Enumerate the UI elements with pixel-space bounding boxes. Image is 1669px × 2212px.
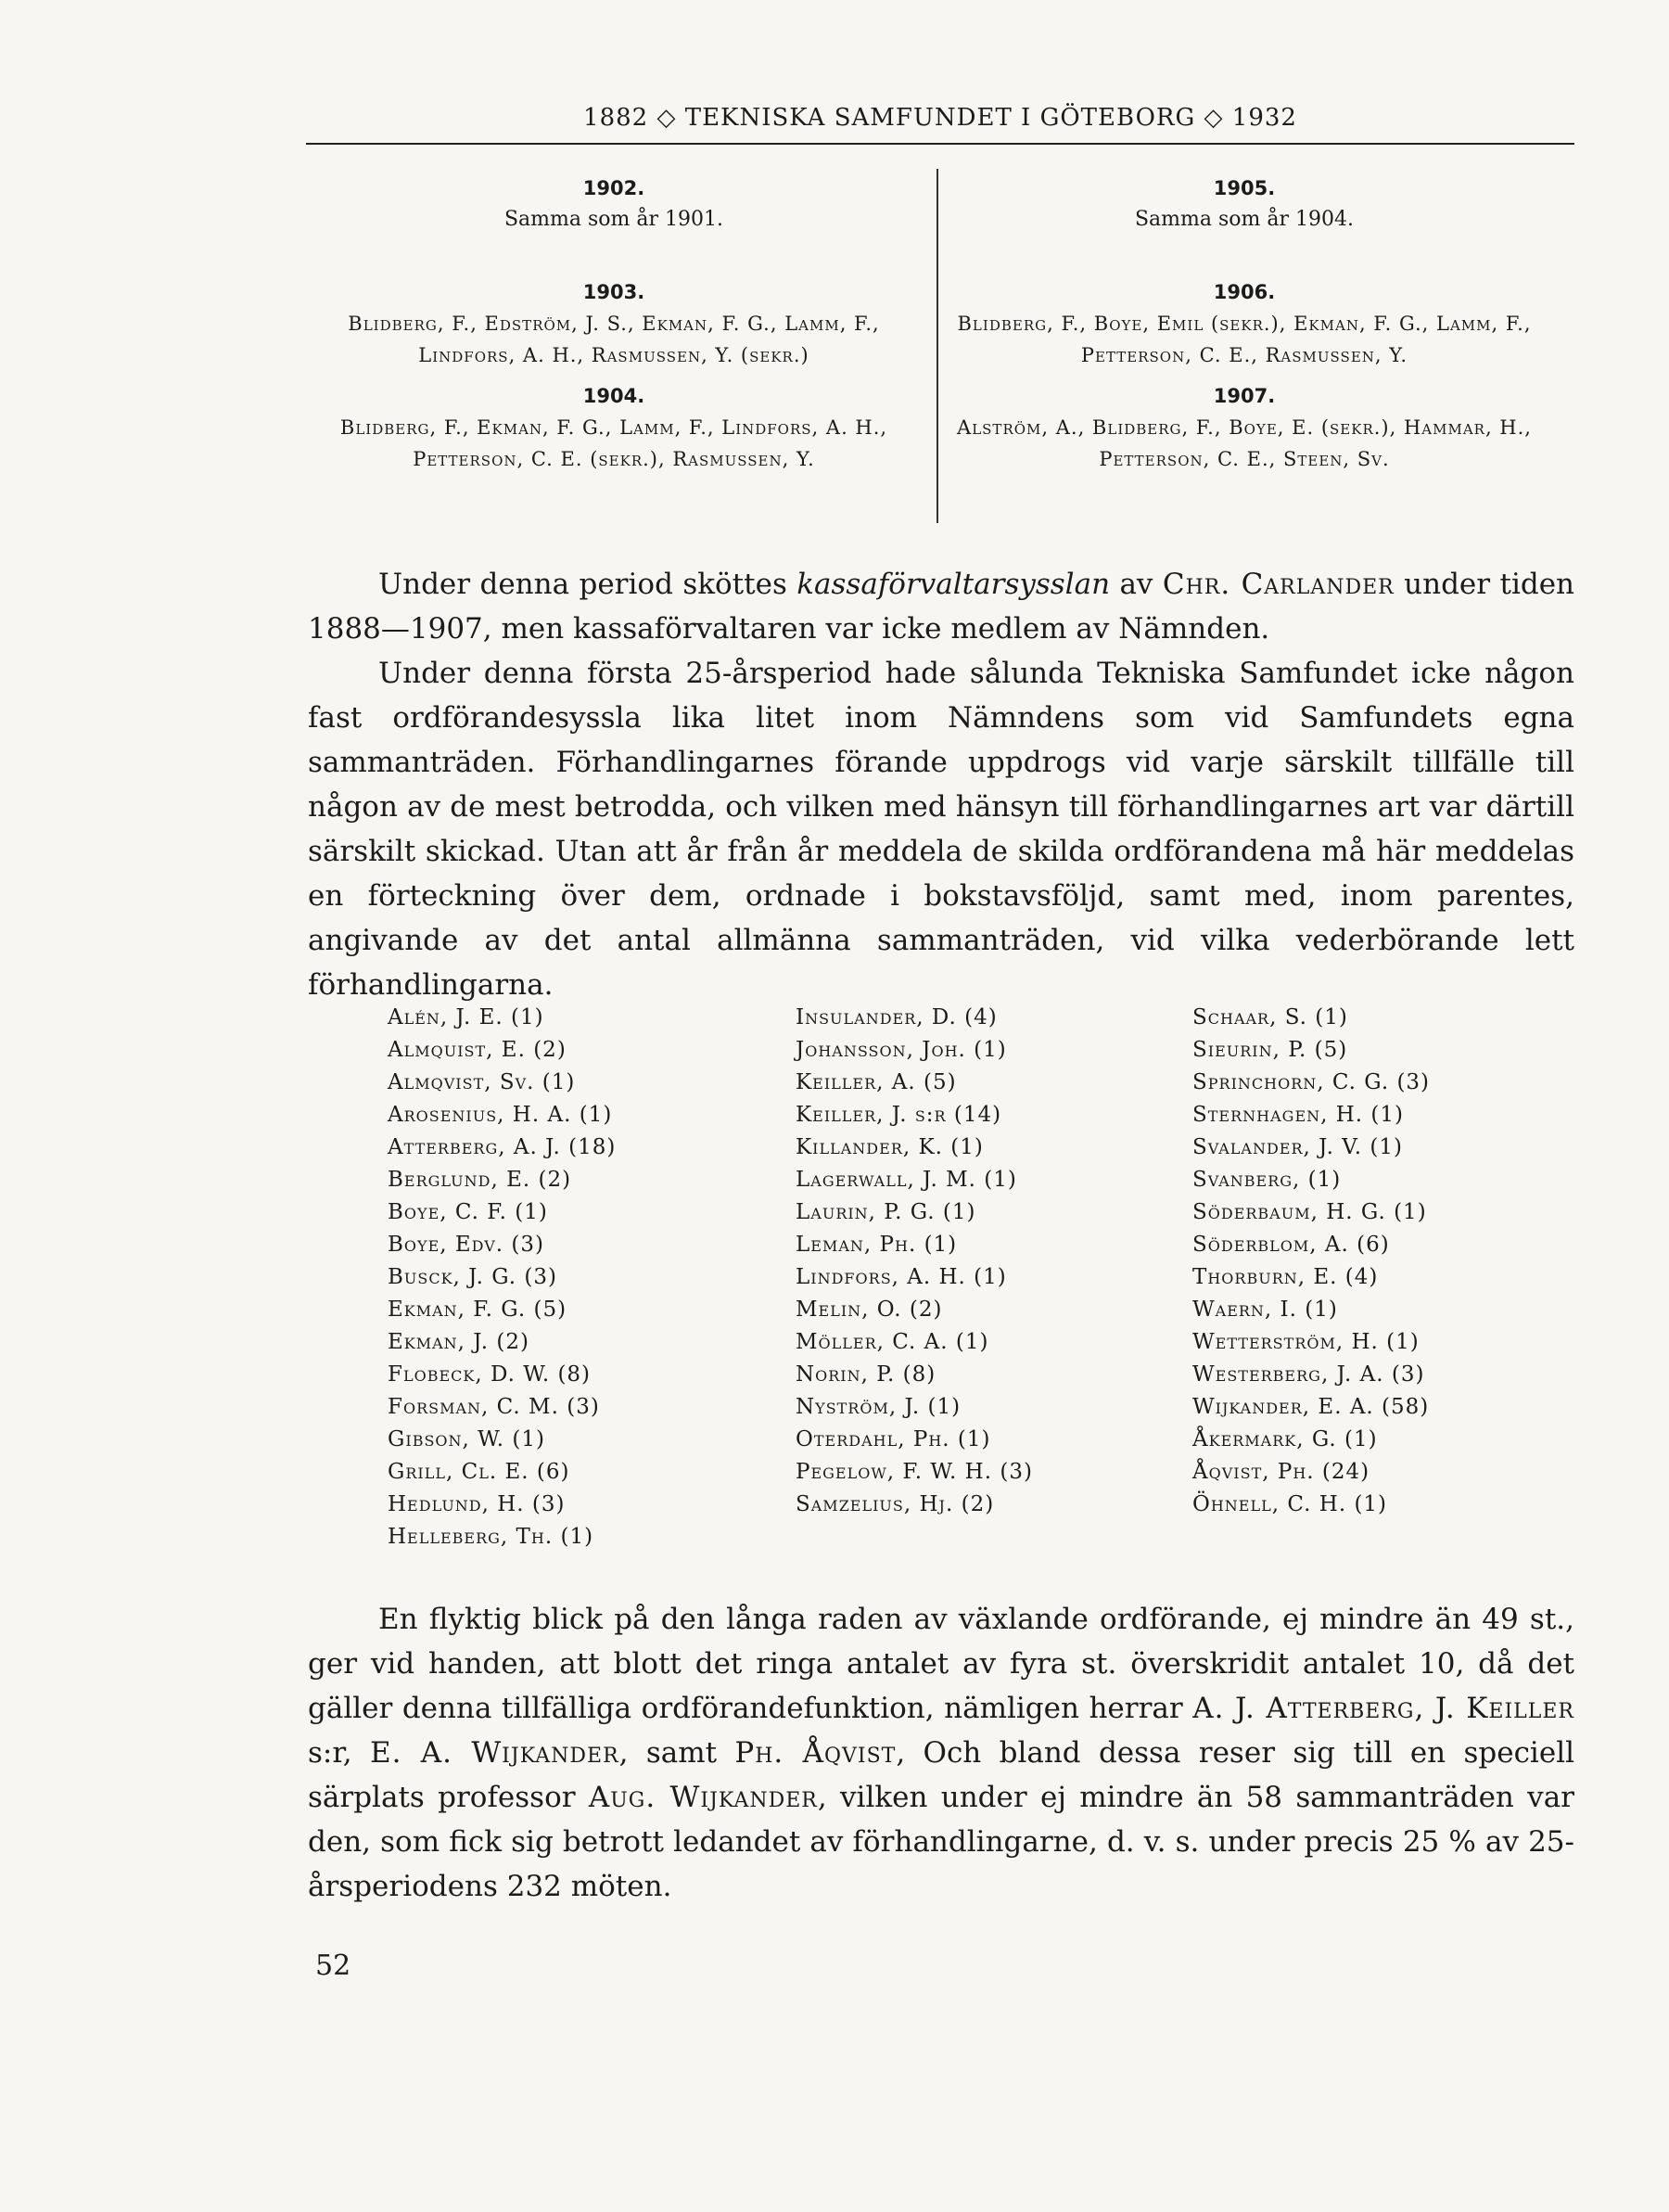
committee-members: Samma som år 1901. (503, 208, 724, 231)
text-run: s:r, (308, 1736, 370, 1770)
chairman-entry: Samzelius, Hj. (2) (796, 1492, 995, 1516)
paragraph-summary (308, 1597, 1574, 1909)
chairman-entry: Grill, Cl. E. (6) (388, 1460, 570, 1484)
person-name: Chr. Carlander (1162, 568, 1395, 601)
chairman-entry: Leman, Ph. (1) (796, 1233, 958, 1257)
chairman-entry: Boye, Edv. (3) (388, 1233, 544, 1257)
chairman-entry: Möller, C. A. (1) (796, 1330, 989, 1354)
chairman-entry: Åqvist, Ph. (24) (1192, 1460, 1370, 1484)
committee-year-block (308, 380, 920, 484)
chairman-entry: Forsman, C. M. (3) (388, 1395, 600, 1419)
committee-members: Blidberg, F., Ekman, F. G., Lamm, F., Lindfors, A. H., Petterson, C. E. (sekr.), Rasmussen, Y. (339, 416, 888, 470)
person-name: E. A. Wijkander (369, 1736, 619, 1770)
year-heading: 1905. (1213, 177, 1276, 199)
page-number: 52 (315, 1950, 351, 1982)
chairman-entry: Ekman, J. (2) (388, 1330, 529, 1354)
chairman-entry: Svalander, J. V. (1) (1192, 1135, 1403, 1159)
chairman-entry: Lagerwall, J. M. (1) (796, 1168, 1017, 1192)
text-run: En flyktig blick på den långa raden av växlande ordförande, ej mindre än 49 st., ger vid handen, att blott det ringa antalet av fyra st. överskridit antalet 10, då det gäller denna tillfälliga ordförandefunktion, nämligen herrar (308, 1603, 1574, 1725)
chairman-entry: Gibson, W. (1) (388, 1427, 545, 1451)
chairman-entry: Sternhagen, H. (1) (1192, 1103, 1405, 1127)
chairmen-list-col1 (388, 1002, 616, 1554)
text-run: , Och bland dessa reser sig till en speciell särplats professor (308, 1736, 1575, 1814)
chairman-entry: Westerberg, J. A. (3) (1192, 1362, 1425, 1387)
chairman-entry: Nyström, J. (1) (796, 1395, 962, 1419)
chairman-entry: Boye, C. F. (1) (388, 1200, 548, 1224)
chairman-entry: Wetterström, H. (1) (1192, 1330, 1420, 1354)
running-header: 1882 ◇ TEKNISKA SAMFUNDET I GÖTEBORG ◇ 1932 (583, 104, 1297, 132)
year-heading: 1902. (582, 177, 645, 199)
chairman-entry: Alén, J. E. (1) (388, 1005, 544, 1029)
chairman-entry: Atterberg, A. J. (18) (388, 1135, 617, 1159)
body-text-upper (308, 562, 1574, 1007)
text-run: Under denna period sköttes (378, 568, 797, 601)
chairman-entry: Almqvist, Sv. (1) (388, 1070, 576, 1094)
text-run: , vilken under ej mindre än 58 sammanträden var den, som fick sig betrott ledandet av förhandlingarne, d. v. s. under precis 25 % av 25-årsperiodens 232 möten. (308, 1781, 1574, 1903)
chairman-entry: Sieurin, P. (5) (1192, 1038, 1348, 1062)
header-rule (306, 143, 1574, 145)
chairman-entry: Keiller, J. s:r (14) (796, 1103, 1002, 1127)
chairman-entry: Schaar, S. (1) (1192, 1005, 1348, 1029)
chairman-entry: Pegelow, F. W. H. (3) (796, 1460, 1033, 1484)
committee-members: Alström, A., Blidberg, F., Boye, E. (sekr.), Hammar, H., Petterson, C. E., Steen, Sv. (957, 416, 1532, 470)
committee-column-left (308, 173, 920, 484)
chairman-entry: Berglund, E. (2) (388, 1168, 572, 1192)
chairman-entry: Söderbaum, H. G. (1) (1192, 1200, 1427, 1224)
chairman-entry: Arosenius, H. A. (1) (388, 1103, 613, 1127)
committee-year-block (938, 380, 1550, 484)
chairman-entry: Insulander, D. (4) (796, 1005, 998, 1029)
chairman-entry: Söderblom, A. (6) (1192, 1233, 1390, 1257)
chairman-entry: Åkermark, G. (1) (1192, 1427, 1378, 1451)
chairman-entry: Ekman, F. G. (5) (388, 1298, 567, 1322)
paragraph-treasurer (308, 562, 1574, 651)
text-run: av (1110, 568, 1163, 601)
person-name: Ph. Åqvist (734, 1736, 897, 1770)
committee-members: Samma som år 1904. (1134, 208, 1355, 231)
chairman-entry: Flobeck, D. W. (8) (388, 1362, 592, 1387)
chairman-entry: Johansson, Joh. (1) (796, 1038, 1007, 1062)
text-run: under tiden 1888—1907, men kassaförvaltaren var icke medlem av Nämnden. (308, 568, 1575, 646)
chairmen-list-col3 (1192, 1002, 1430, 1521)
chairman-entry: Helleberg, Th. (1) (388, 1525, 594, 1549)
chairman-entry: Laurin, P. G. (1) (796, 1200, 976, 1224)
chairmen-list-col2 (796, 1002, 1033, 1521)
year-heading: 1906. (1213, 281, 1276, 303)
body-text-lower (308, 1597, 1574, 1909)
chairman-entry: Sprinchorn, C. G. (3) (1192, 1070, 1431, 1094)
committee-year-block (938, 276, 1550, 380)
committee-year-block (308, 173, 920, 276)
italic-term: kassaförvaltarsysslan (796, 568, 1111, 601)
committee-members: Blidberg, F., Boye, Emil (sekr.), Ekman, F. G., Lamm, F., Petterson, C. E., Rasmussen, Y. (957, 313, 1532, 366)
committee-column-right (938, 173, 1550, 484)
chairman-entry: Almquist, E. (2) (388, 1038, 567, 1062)
chairman-entry: Melin, O. (2) (796, 1298, 943, 1322)
chairman-entry: Oterdahl, Ph. (1) (796, 1427, 991, 1451)
chairman-entry: Öhnell, C. H. (1) (1192, 1492, 1388, 1516)
person-name: A. J. Atterberg, J. Keiller (1192, 1692, 1574, 1725)
paragraph-chairmen-intro: Under denna första 25-årsperiod hade sålunda Tekniska Samfundet icke någon fast ordförandesyssla lika litet inom Nämndens som vid Samfundets egna sammanträden. Förhandlingarnes förande uppdrogs vid varje särskilt tillfälle till någon av de mest betrodda, och vilken med hänsyn till förhandlingarnes art var därtill särskilt skickad. Utan att år från år meddela de skilda ordförandena må här meddelas en förteckning över dem, ordnade i bokstavsföljd, samt med, inom parentes, angivande av det antal allmänna sammanträden, vid vilka vederbörande lett förhandlingarna. (308, 657, 1574, 1002)
person-name: Aug. Wijkander (588, 1781, 818, 1814)
year-heading: 1907. (1213, 385, 1276, 407)
chairman-entry: Killander, K. (1) (796, 1135, 984, 1159)
chairman-entry: Wijkander, E. A. (58) (1192, 1395, 1430, 1419)
committee-members: Blidberg, F., Edström, J. S., Ekman, F. G., Lamm, F., Lindfors, A. H., Rasmussen, Y. (sekr.) (348, 313, 880, 366)
chairman-entry: Waern, I. (1) (1192, 1298, 1338, 1322)
chairman-entry: Lindfors, A. H. (1) (796, 1265, 1007, 1289)
year-heading: 1903. (582, 281, 645, 303)
chairman-entry: Keiller, A. (5) (796, 1070, 957, 1094)
chairman-entry: Svanberg, (1) (1192, 1168, 1342, 1192)
committee-year-block (938, 173, 1550, 276)
text-run: , samt (618, 1736, 735, 1770)
chairman-entry: Thorburn, E. (4) (1192, 1265, 1379, 1289)
year-heading: 1904. (582, 385, 645, 407)
committee-year-block (308, 276, 920, 380)
chairman-entry: Hedlund, H. (3) (388, 1492, 566, 1516)
chairman-entry: Busck, J. G. (3) (388, 1265, 557, 1289)
chairman-entry: Norin, P. (8) (796, 1362, 936, 1387)
